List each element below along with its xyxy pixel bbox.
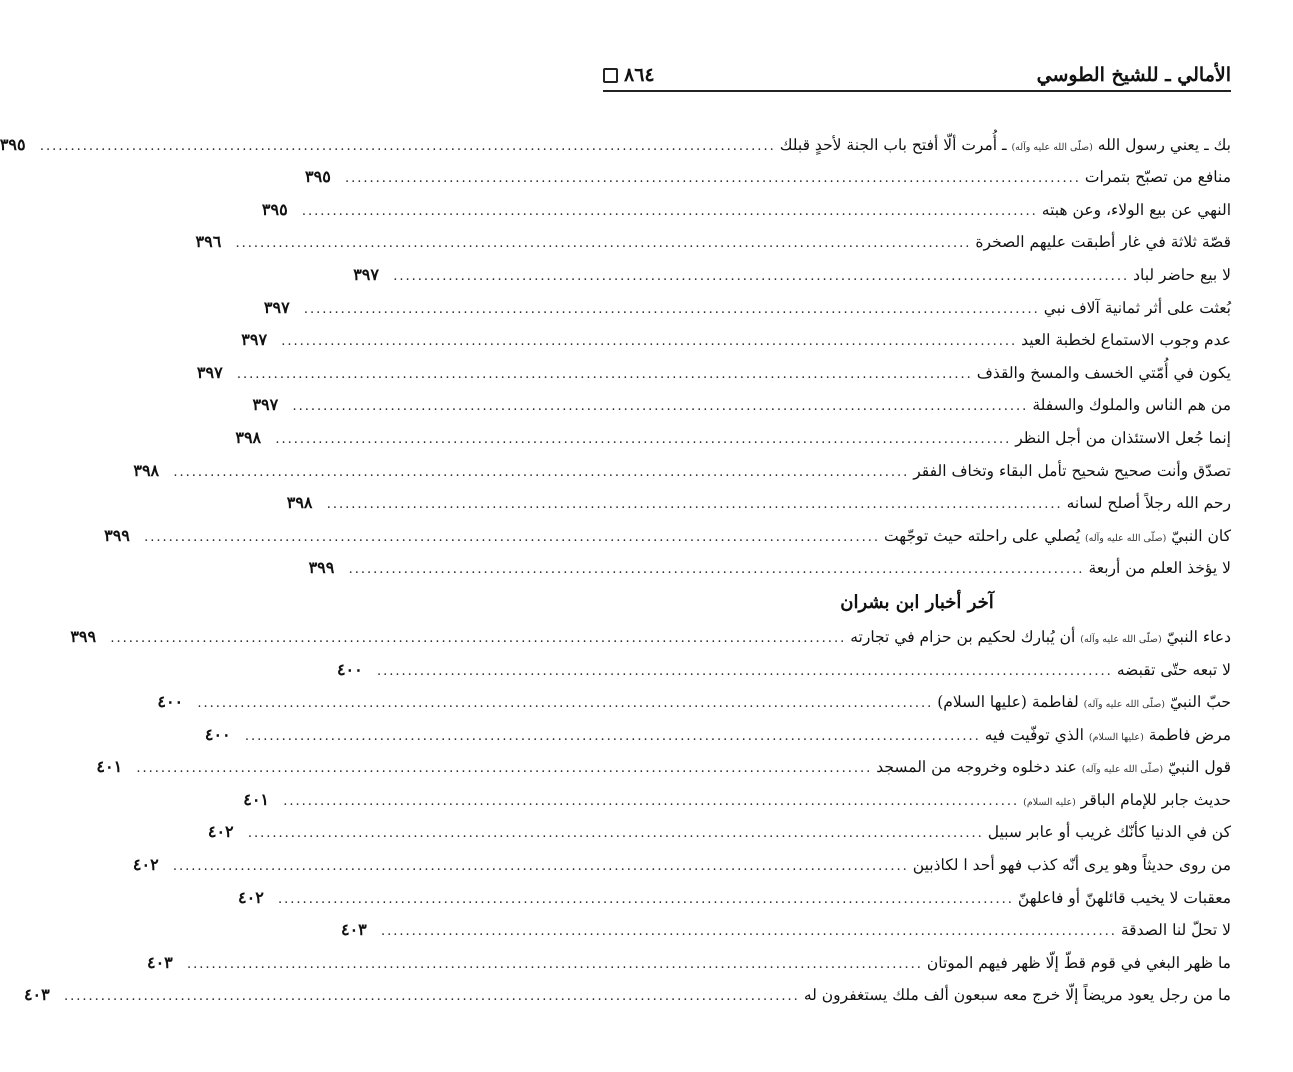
toc-entry-page: ٣٩٨: [235, 427, 262, 447]
dot-leader: ........................................................................................................................: [275, 431, 1012, 447]
toc-entry-page: ٤٠٣: [340, 920, 367, 940]
toc-entry: [207, 809, 1231, 842]
toc-entry-text: قصّة ثلاثة في غار أطبقت عليهم الصخرة: [975, 233, 1231, 252]
toc-entry-text: لا بيع حاضر لباد: [1133, 265, 1231, 284]
toc-entry-page: ٣٩٨: [286, 493, 313, 513]
toc-entry-honorific: (صلّى الله عليه وآله): [1080, 633, 1162, 645]
dot-leader: ........................................................................................................................: [244, 728, 981, 744]
toc-entry: [70, 613, 1231, 646]
toc-entry: [104, 512, 1231, 545]
toc-entry: [308, 545, 1231, 578]
dot-leader: ........................................................................................................................: [292, 399, 1029, 415]
toc-entry-title: [780, 136, 1231, 154]
toc-entry-text-cont: لفاطمة (عليها السلام): [937, 693, 1084, 712]
toc-entry-page: ٤٠٣: [146, 952, 173, 972]
dot-leader: ........................................................................................................................: [235, 236, 972, 252]
dot-leader: ........................................................................................................................: [236, 366, 973, 382]
toc-list-bottom: [23, 613, 1231, 1005]
toc-entry-text: قول النبيّ: [1163, 758, 1231, 777]
toc-entry-title: [913, 856, 1231, 874]
toc-entry: [336, 646, 1231, 679]
toc-entry: [96, 744, 1231, 777]
toc-entry-title: [1042, 201, 1231, 219]
toc-entry-text-cont: ـ أُمرت ألّا أفتح باب الجنة لأحدٍ قبلك: [779, 135, 1012, 154]
toc-entry-honorific: (عليه السلام): [1023, 796, 1076, 808]
toc-entry-page: ٣٩٧: [353, 264, 379, 284]
dot-leader: ........................................................................................................................: [278, 891, 1014, 907]
toc-entry-text: بُعثت على أثر ثمانية آلاف نبي: [1043, 298, 1231, 317]
toc-entry: [340, 907, 1231, 940]
dot-leader: ........................................................................................................................: [186, 956, 923, 972]
toc-entry-text: بك ـ يعني رسول الله: [1092, 135, 1231, 154]
dot-leader: ........................................................................................................................: [247, 826, 984, 842]
toc-entry-text: لا تبعه حتّى تقبضه: [1116, 660, 1231, 679]
toc-entry: [252, 382, 1231, 415]
dot-leader: ........................................................................................................................: [110, 630, 847, 646]
dot-leader: ........................................................................................................................: [345, 171, 1081, 187]
toc-entry-title: [1032, 396, 1231, 414]
toc-entry-page: ٣٩٥: [0, 134, 26, 154]
toc-entry-title: [977, 364, 1231, 382]
toc-entry-page: ٤٠٢: [238, 887, 264, 907]
toc-entry-title: [985, 726, 1231, 744]
toc-entry-text: لا يؤخذ العلم من أربعة: [1088, 559, 1231, 578]
toc-entry-text-cont: أن يُبارك لحكيم بن حزام في تجارته: [850, 627, 1081, 646]
toc-entry-title: [1015, 429, 1231, 447]
toc-entry-title: [1067, 494, 1231, 512]
toc-entry-page: ٣٩٧: [241, 330, 268, 350]
toc-entry-text: ما من رجل يعود مريضاً إلّا خرج معه سبعون ألف ملك يستغفرون له: [803, 986, 1231, 1005]
toc-entry: [195, 219, 1231, 252]
toc-entry-title: [884, 527, 1231, 545]
toc-entry-honorific: (صلّى الله عليه وآله): [1081, 764, 1164, 776]
toc-entry-title: [975, 233, 1231, 251]
toc-entry-text: ما ظهر البغي في قوم قطّ إلّا ظهر فيهم الموتان: [926, 953, 1231, 972]
dot-leader: ........................................................................................................................: [393, 268, 1130, 284]
toc-entry-text-cont: يُصلي على راحلته حيث توجّهت: [883, 526, 1085, 545]
toc-entry-page: ٤٠١: [96, 757, 123, 777]
dot-leader: ........................................................................................................................: [348, 562, 1085, 578]
toc-entry-page: ٣٩٥: [305, 167, 331, 187]
dot-leader: ........................................................................................................................: [281, 334, 1018, 350]
toc-entry-page: ٤٠١: [243, 789, 269, 809]
dot-leader: ........................................................................................................................: [136, 761, 873, 777]
page-number-block: [603, 64, 655, 86]
dot-leader: ........................................................................................................................: [376, 663, 1113, 679]
toc-entry-title: [937, 693, 1231, 711]
toc-entry-title: [1117, 661, 1231, 679]
toc-entry-page: ٤٠٠: [204, 724, 231, 744]
dot-leader: ........................................................................................................................: [197, 696, 934, 712]
toc-entry: [0, 121, 1231, 154]
toc-entry-text: يكون في أُمّتي الخسف والمسخ والقذف: [976, 363, 1231, 382]
toc-entry: [305, 154, 1231, 187]
toc-entry-text: من هم الناس والملوك والسفلة: [1032, 396, 1231, 415]
toc-entry-text: لا تحلّ لنا الصدقة: [1120, 921, 1231, 940]
toc-entry-page: ٣٩٩: [308, 558, 335, 578]
toc-entry: [286, 480, 1231, 513]
dot-leader: ........................................................................................................................: [303, 301, 1040, 317]
toc-entry: [157, 679, 1231, 712]
toc-entry-page: ٣٩٧: [196, 362, 223, 382]
dot-leader: ........................................................................................................................: [326, 497, 1063, 513]
toc-entry-text: دعاء النبيّ: [1161, 627, 1231, 646]
toc-entry-page: ٤٠٢: [207, 822, 234, 842]
toc-entry-text: حديث جابر للإمام الباقر: [1075, 790, 1231, 809]
toc-entry-text: من روى حديثاً وهو يرى أنّه كذب فهو أحد ا لكاذبين: [912, 856, 1231, 875]
toc-entry-text: كان النبيّ: [1166, 526, 1231, 545]
toc-entry-page: ٣٩٥: [261, 199, 288, 219]
toc-entry: [132, 841, 1231, 875]
toc-entry-title: [913, 462, 1231, 480]
square-bullet-icon: [603, 68, 618, 83]
toc-entry: [235, 414, 1231, 447]
toc-entry-text: تصدّق وأنت صحيح شحيح تأمل البقاء وتخاف الفقر: [913, 461, 1231, 480]
toc-entry: [241, 317, 1231, 350]
dot-leader: ........................................................................................................................: [63, 989, 800, 1005]
toc-entry-title: [1021, 331, 1231, 349]
toc-entry-page: ٣٩٨: [133, 460, 160, 480]
toc-entry: [243, 776, 1231, 809]
toc-entry-text-cont: عند دخلوه وخروجه من المسجد: [876, 758, 1082, 777]
toc-entry-title: [1088, 559, 1231, 577]
toc-entry-title: [1121, 921, 1231, 939]
toc-entry-page: ٣٩٦: [195, 232, 222, 252]
toc-entry-text-cont: الذي توفّيت فيه: [984, 725, 1089, 744]
dot-leader: ........................................................................................................................: [39, 138, 776, 154]
toc-entry-title: [1023, 791, 1231, 809]
toc-entry-page: ٣٩٩: [70, 626, 97, 646]
dot-leader: ........................................................................................................................: [283, 793, 1020, 809]
toc-entry-title: [850, 628, 1231, 646]
toc-entry-title: [1044, 299, 1231, 317]
dot-leader: ........................................................................................................................: [144, 529, 880, 545]
dot-leader: ........................................................................................................................: [301, 203, 1038, 219]
toc-entry-title: [1133, 266, 1231, 284]
toc-entry-page: ٣٩٧: [263, 297, 290, 317]
toc-entry-title: [1085, 168, 1231, 186]
toc-entry: [263, 284, 1231, 317]
toc-entry-page: ٤٠٣: [23, 985, 50, 1005]
toc-entry-honorific: (صلّى الله عليه وآله): [1084, 532, 1167, 544]
toc-entry-honorific: (صلّى الله عليه وآله): [1083, 699, 1166, 711]
toc-entry-text: مرض فاطمة: [1143, 725, 1231, 744]
book-title: الأمالي ـ للشيخ الطوسي: [1036, 64, 1231, 86]
toc-entry: [133, 447, 1231, 480]
toc-entry-text: حبّ النبيّ: [1165, 693, 1231, 712]
toc-list-top: [0, 121, 1231, 578]
toc-entry-text: رحم الله رجلاً أصلح لسانه: [1066, 494, 1231, 513]
toc-entry: [353, 251, 1231, 284]
toc-entry-text: عدم وجوب الاستماع لخطبة العيد: [1021, 331, 1231, 350]
toc-entry-text: إنما جُعل الاستئذان من أجل النظر: [1015, 428, 1231, 447]
toc-entry-title: [1018, 889, 1231, 907]
toc-entry: [146, 939, 1231, 972]
section-heading: آخر أخبار ابن بشران: [840, 592, 994, 614]
toc-entry-page: ٣٩٩: [104, 525, 130, 545]
toc-entry-text: منافع من تصبّح بتمرات: [1084, 168, 1231, 187]
toc-entry-page: ٤٠٠: [157, 692, 184, 712]
toc-entry-title: [988, 823, 1231, 841]
toc-entry-page: ٤٠٠: [336, 659, 363, 679]
toc-entry: [238, 874, 1231, 907]
toc-entry-page: ٤٠٢: [132, 855, 159, 875]
page-header: [603, 52, 1231, 92]
toc-entry: [196, 349, 1231, 382]
toc-entry-title: [927, 954, 1231, 972]
dot-leader: ........................................................................................................................: [380, 924, 1117, 940]
table-of-contents: [0, 121, 1231, 1005]
toc-entry: [23, 972, 1231, 1005]
toc-entry-text: معقبات لا يخيب قائلهنّ أو فاعلهنّ: [1017, 888, 1231, 907]
toc-entry-honorific: (صلّى الله عليه وآله): [1011, 141, 1093, 153]
dot-leader: ........................................................................................................................: [173, 464, 910, 480]
toc-entry-page: ٣٩٧: [252, 395, 279, 415]
page-number: ٨٦٤: [624, 64, 655, 86]
toc-entry-title: [804, 986, 1231, 1004]
toc-entry: [204, 711, 1231, 744]
toc-entry-honorific: (عليها السلام): [1088, 731, 1144, 743]
dot-leader: ........................................................................................................................: [172, 859, 909, 875]
toc-entry-text: النهي عن بيع الولاء، وعن هبته: [1041, 200, 1231, 219]
toc-entry-title: [876, 758, 1231, 776]
toc-entry-text: كن في الدنيا كأنّك غريب أو عابر سبيل: [987, 823, 1231, 842]
toc-entry: [261, 186, 1231, 219]
